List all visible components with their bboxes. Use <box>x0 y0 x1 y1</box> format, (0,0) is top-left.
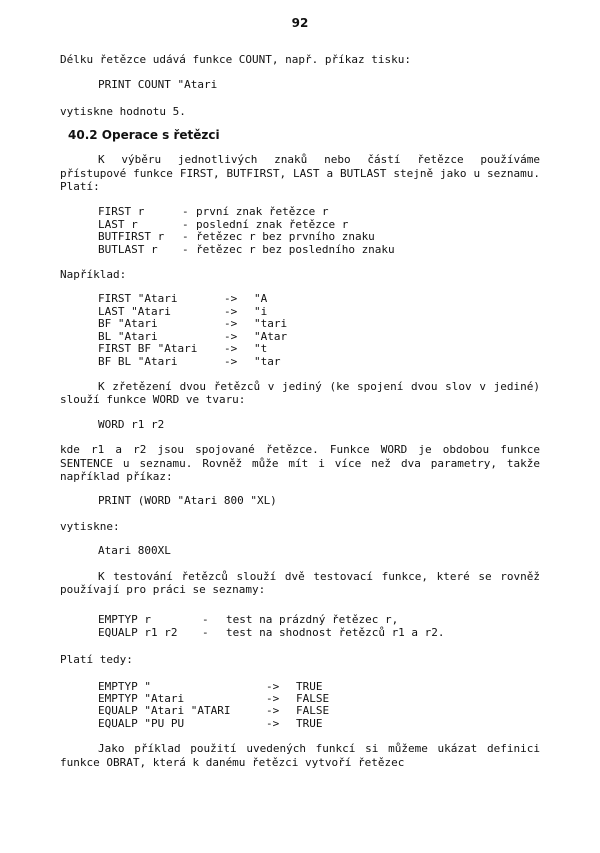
example-arrow: -> <box>224 354 238 368</box>
truth-table <box>98 681 329 731</box>
definition-command: FIRST r <box>98 205 145 219</box>
truth-result: TRUE <box>296 716 323 730</box>
example-result: "Atar <box>254 329 288 343</box>
truth-arrow: -> <box>266 692 280 705</box>
test-command: EQUALP r1 r2 <box>98 625 178 639</box>
paragraph-testing: K testování řetězců slouží dvě testovací funkce, které se rovněž používají pro práci se seznamy: <box>60 569 540 596</box>
definitions-table <box>98 206 395 256</box>
truth-command: EQUALP "PU PU <box>98 716 185 730</box>
truth-result: FALSE <box>296 692 330 705</box>
example-arrow: -> <box>224 342 238 356</box>
paragraph-for-example: Například: <box>60 268 127 282</box>
example-arrow: -> <box>224 292 238 306</box>
definition-command: BUTFIRST r <box>98 230 165 244</box>
definition-row <box>98 231 395 243</box>
example-command: FIRST BF "Atari <box>98 342 198 356</box>
example-command: BF BL "Atari <box>98 354 178 368</box>
example-row <box>98 343 287 355</box>
test-row <box>98 614 445 626</box>
example-command: LAST "Atari <box>98 304 171 318</box>
example-result: "tar <box>254 354 281 368</box>
truth-arrow: -> <box>266 679 280 693</box>
test-description: test na shodnost řetězců r1 a r2. <box>226 625 445 639</box>
example-command: FIRST "Atari <box>98 292 178 306</box>
truth-command: EQUALP "Atari "ATARI <box>98 704 231 718</box>
definition-description: poslední znak řetězce r <box>196 217 349 231</box>
example-row <box>98 356 287 368</box>
truth-row <box>98 705 329 717</box>
code-output: Atari 800XL <box>98 544 171 558</box>
example-arrow: -> <box>224 329 238 343</box>
definition-dash: - <box>182 217 189 231</box>
definition-dash: - <box>182 230 189 244</box>
example-result: "A <box>254 292 268 306</box>
definition-command: BUTLAST r <box>98 242 158 256</box>
section-heading: 40.2 Operace s řetězci <box>68 128 220 143</box>
example-row <box>98 318 287 330</box>
page-content <box>60 53 540 769</box>
paragraph-prints-value: vytiskne hodnotu 5. <box>60 104 186 118</box>
example-result: "t <box>254 342 268 356</box>
paragraph-access-functions: K výběru jednotlivých znaků nebo částí řetězce používáme přístupové funkce FIRST, BUTFIRST, LAST a BUTLAST stejně jako u seznamu. Platí: <box>60 153 540 194</box>
definition-dash: - <box>182 205 189 219</box>
test-dash: - <box>202 625 209 639</box>
test-description: test na prázdný řetězec r, <box>226 613 399 627</box>
example-command: BF "Atari <box>98 317 158 331</box>
page-number: 92 <box>291 16 309 30</box>
code-print-count: PRINT COUNT "Atari <box>98 78 218 92</box>
definition-dash: - <box>182 242 189 256</box>
paragraph-concatenation: K zřetězení dvou řetězců v jediný (ke spojení dvou slov v jediné) slouží funkce WORD ve tvaru: <box>60 379 540 407</box>
truth-command: EMPTYP "Atari <box>98 692 185 705</box>
example-arrow: -> <box>224 304 238 318</box>
paragraph-prints: vytiskne: <box>60 519 120 533</box>
example-result: "tari <box>254 317 288 331</box>
paragraph-word-explanation: kde r1 a r2 jsou spojované řetězce. Funkce WORD je obdobou funkce SENTENCE u seznamu. Rovněž může mít i více než dva parametry, takže například příkaz: <box>60 443 540 483</box>
test-command: EMPTYP r <box>98 613 151 627</box>
truth-result: FALSE <box>296 704 330 718</box>
code-print-word: PRINT (WORD "Atari 800 "XL) <box>98 494 277 508</box>
test-dash: - <box>202 613 209 627</box>
definition-description: řetězec r bez prvního znaku <box>196 230 375 244</box>
definition-description: řetězec r bez posledního znaku <box>196 242 395 256</box>
definition-command: LAST r <box>98 217 138 231</box>
definition-row <box>98 206 395 218</box>
code-word-syntax: WORD r1 r2 <box>98 417 165 431</box>
example-arrow: -> <box>224 317 238 331</box>
example-row <box>98 293 287 305</box>
paragraph-count-intro: Délku řetězce udává funkce COUNT, např. příkaz tisku: <box>60 53 411 66</box>
examples-table <box>98 293 287 367</box>
truth-arrow: -> <box>266 704 280 718</box>
truth-arrow: -> <box>266 716 280 730</box>
paragraph-example-obrat: Jako příklad použití uvedených funkcí si můžeme ukázat definici funkce OBRAT, která k danému řetězci vytvoří řetězec <box>60 742 540 769</box>
example-command: BL "Atari <box>98 329 158 343</box>
definition-description: první znak řetězce r <box>196 205 329 219</box>
paragraph-so-holds: Platí tedy: <box>60 653 133 667</box>
tests-table <box>98 614 445 639</box>
definition-row <box>98 244 395 256</box>
truth-row <box>98 718 329 730</box>
example-result: "i <box>254 304 268 318</box>
test-row <box>98 627 445 639</box>
truth-command: EMPTYP " <box>98 679 151 693</box>
truth-result: TRUE <box>296 679 323 693</box>
